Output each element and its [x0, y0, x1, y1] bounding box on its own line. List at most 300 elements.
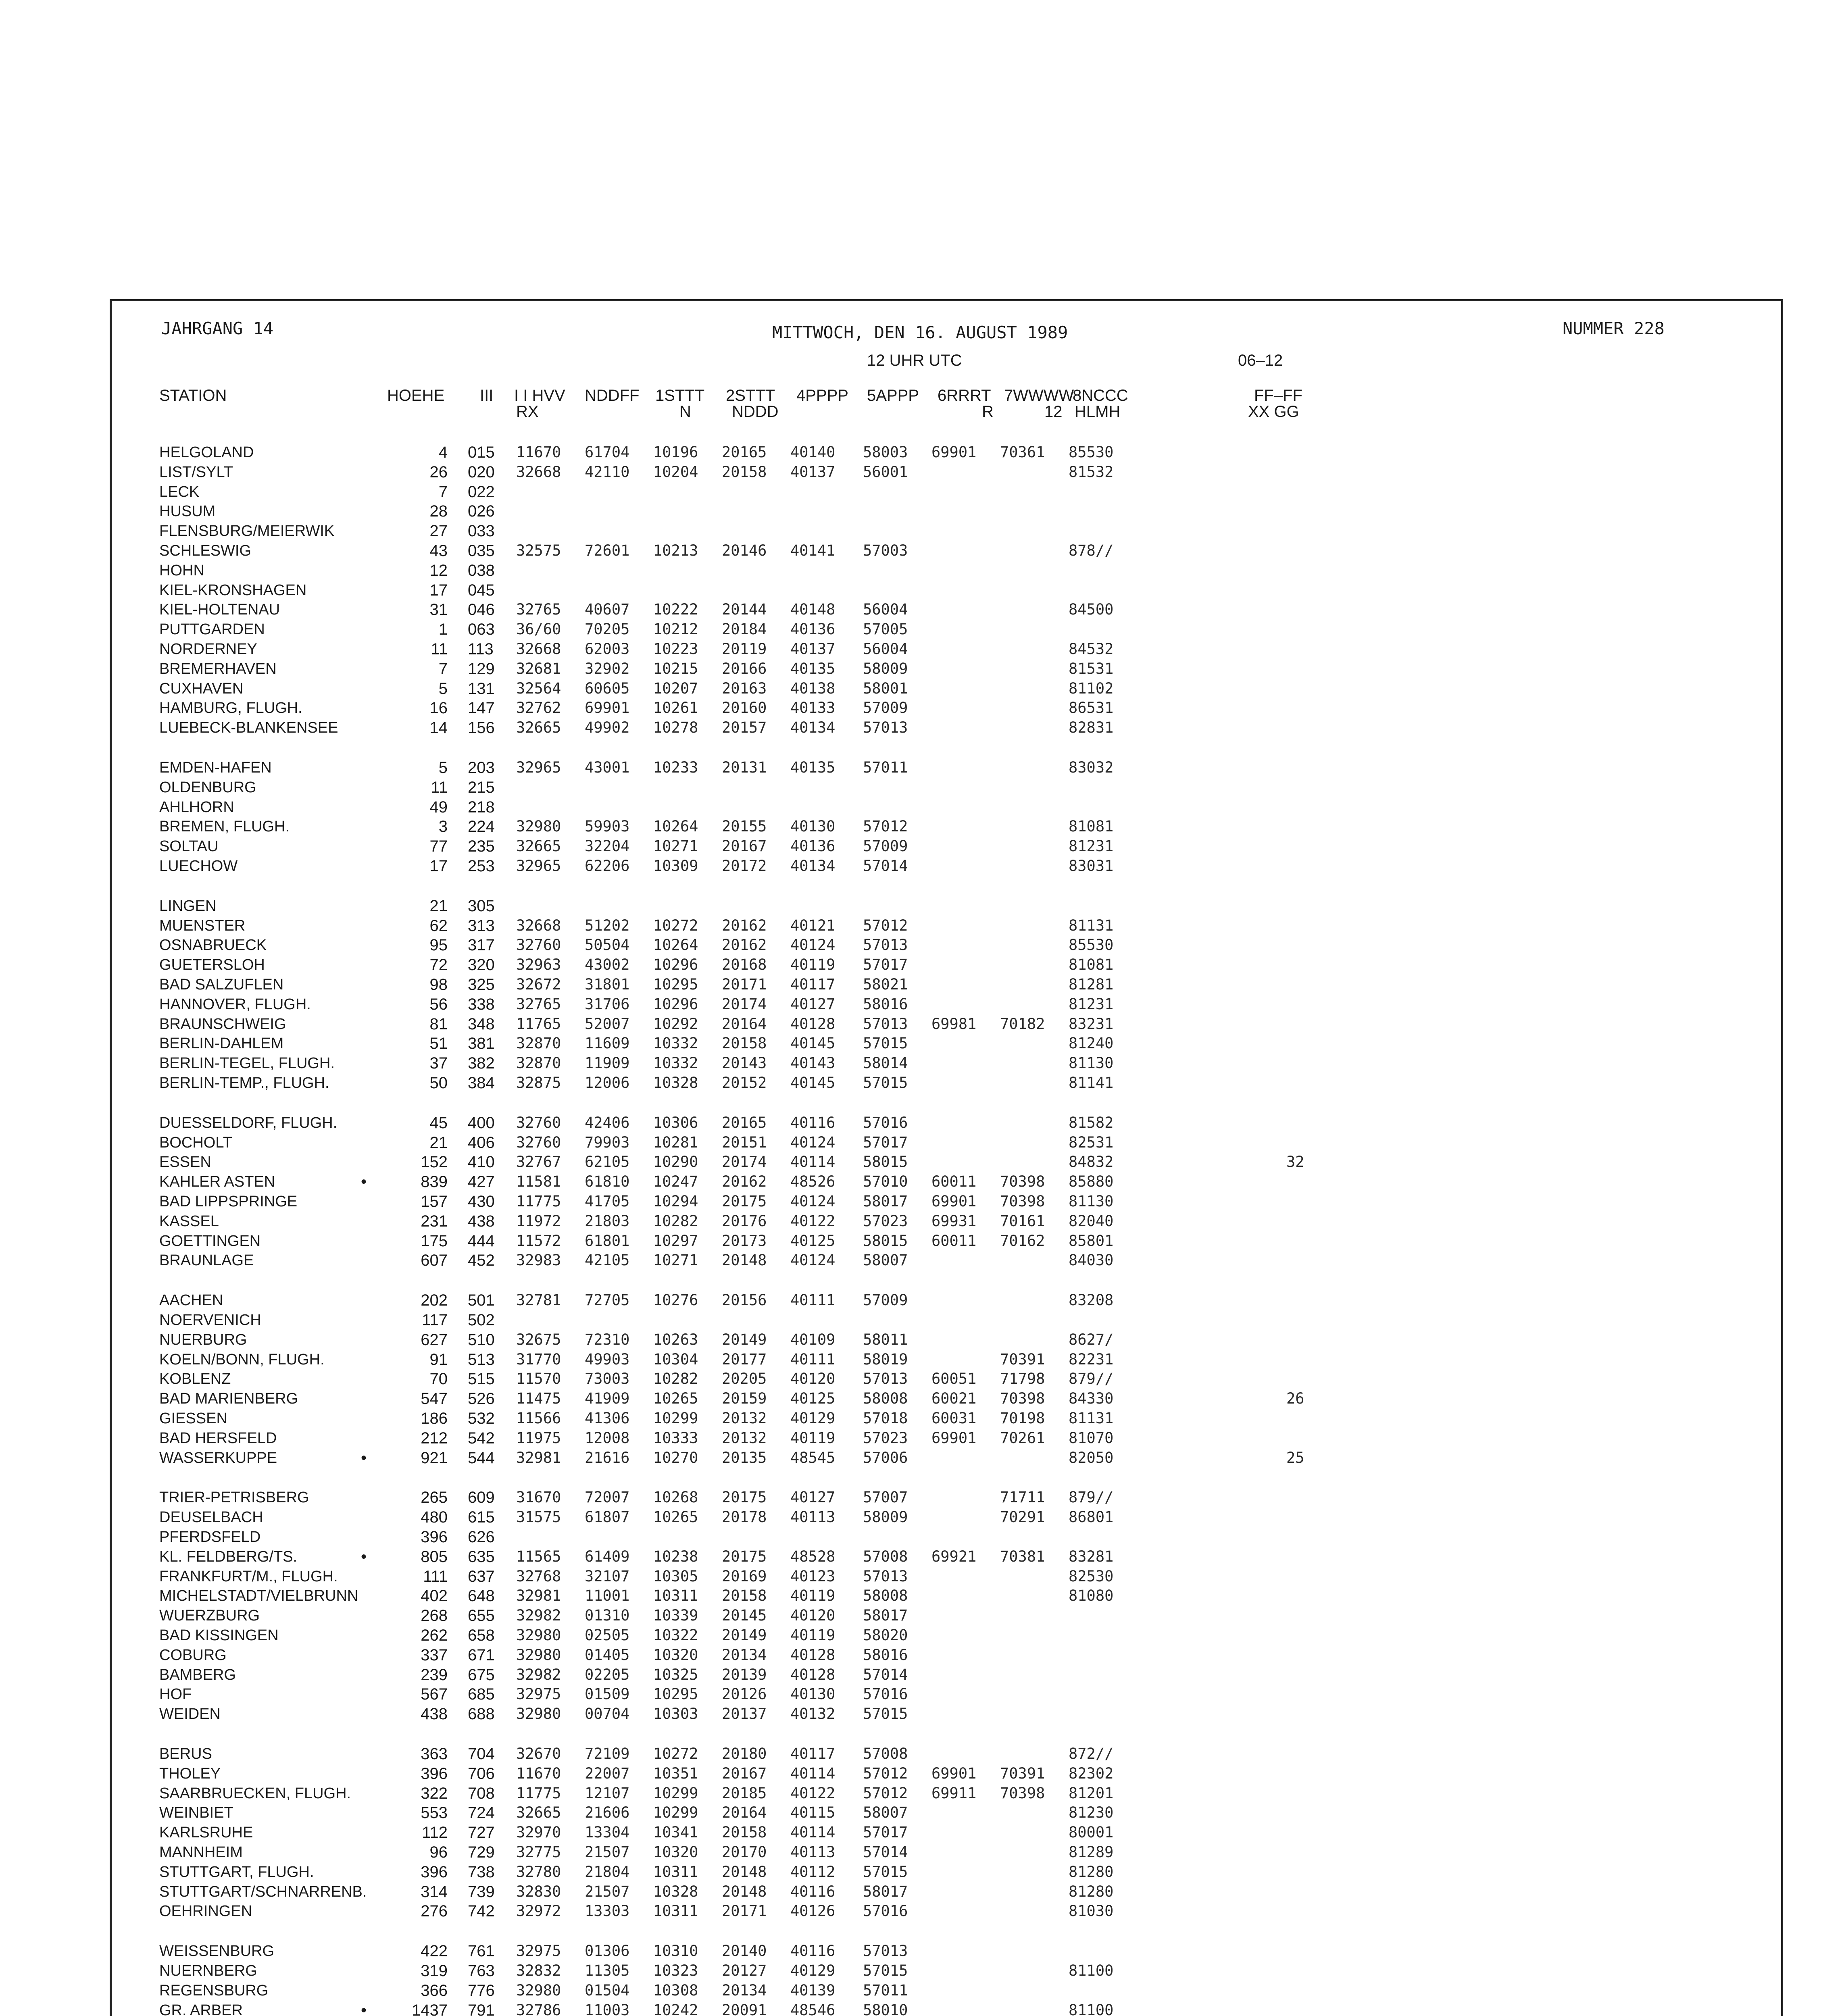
station-number: 727: [468, 1824, 495, 1842]
station-height: 96: [429, 1843, 448, 1861]
station-name: BAD LIPPSPRINGE: [159, 1193, 298, 1210]
station-name: STUTTGART/SCHNARRENB.: [159, 1883, 367, 1900]
group-2sttt: 20158: [722, 463, 767, 481]
group-nddff: 42110: [585, 463, 630, 481]
group-8nccc: 82040: [1069, 1212, 1114, 1230]
group-hvv: 32668: [516, 916, 561, 934]
group-nddff: 72705: [585, 1291, 630, 1309]
group-2sttt: 20134: [722, 1981, 767, 1999]
group-5appp: 58021: [863, 976, 908, 993]
station-number: 020: [468, 463, 495, 481]
group-nddff: 32902: [585, 660, 630, 677]
station-height: 56: [429, 995, 448, 1013]
group-1sttt: 10264: [653, 936, 698, 954]
station-number: 033: [468, 522, 495, 540]
group-1sttt: 10320: [653, 1646, 698, 1664]
station-number: 776: [468, 1981, 495, 1999]
group-1sttt: 10238: [653, 1547, 698, 1565]
group-5appp: 58016: [863, 995, 908, 1013]
station-height: 62: [429, 916, 448, 935]
group-hvv: 32665: [516, 837, 561, 855]
group-1sttt: 10271: [653, 1252, 698, 1269]
group-1sttt: 10272: [653, 1745, 698, 1762]
group-2sttt: 20162: [722, 916, 767, 934]
group-ffgg: 25: [1286, 1449, 1304, 1466]
station-height: 276: [421, 1902, 448, 1920]
station-number: 038: [468, 561, 495, 579]
group-hvv: 32870: [516, 1035, 561, 1052]
group-4pppp: 40128: [790, 1646, 836, 1664]
station-number: 063: [468, 621, 495, 639]
group-nddff: 21507: [585, 1843, 630, 1861]
station-number: 035: [468, 542, 495, 560]
group-1sttt: 10264: [653, 818, 698, 835]
group-nddff: 32204: [585, 837, 630, 855]
mountain-marker: •: [361, 1547, 367, 1566]
group-7wwww: 70291: [1000, 1508, 1045, 1526]
group-nddff: 61810: [585, 1173, 630, 1191]
group-1sttt: 10304: [653, 1350, 698, 1368]
group-4pppp: 40145: [790, 1035, 836, 1052]
group-nddff: 61409: [585, 1547, 630, 1565]
group-4pppp: 40128: [790, 1015, 836, 1033]
station-name: KARLSRUHE: [159, 1824, 253, 1841]
station-number: 147: [468, 699, 495, 717]
group-1sttt: 10299: [653, 1410, 698, 1427]
station-name: LUEBECK-BLANKENSEE: [159, 719, 338, 737]
station-height: 363: [421, 1745, 448, 1763]
station-height: 117: [422, 1311, 448, 1329]
station-height: 98: [429, 976, 448, 993]
group-2sttt: 20162: [722, 936, 767, 954]
group-hvv: 32982: [516, 1607, 561, 1624]
station-number: 382: [468, 1054, 495, 1073]
station-name: HELGOLAND: [159, 444, 254, 461]
group-nddff: 12107: [585, 1784, 630, 1802]
group-nddff: 61704: [585, 444, 630, 461]
station-height: 480: [421, 1508, 448, 1527]
group-5appp: 58009: [863, 1508, 908, 1526]
group-nddff: 12006: [585, 1074, 630, 1091]
group-1sttt: 10299: [653, 1804, 698, 1822]
group-5appp: 57011: [863, 759, 908, 776]
station-number: 675: [468, 1666, 495, 1684]
group-2sttt: 20166: [722, 660, 767, 677]
group-8nccc: 82050: [1069, 1449, 1114, 1466]
group-4pppp: 40123: [790, 1567, 836, 1585]
group-8nccc: 85530: [1069, 444, 1114, 461]
station-number: 724: [468, 1804, 495, 1822]
group-4pppp: 40148: [790, 601, 836, 619]
station-name: OEHRINGEN: [159, 1903, 252, 1920]
group-hvv: 11565: [516, 1547, 561, 1565]
station-number: 203: [468, 759, 495, 777]
group-8nccc: 81281: [1069, 976, 1114, 993]
group-4pppp: 40124: [790, 1193, 836, 1210]
group-5appp: 57015: [863, 1035, 908, 1052]
station-height: 21: [429, 1133, 448, 1152]
group-5appp: 57009: [863, 1291, 908, 1309]
group-5appp: 57017: [863, 1824, 908, 1841]
group-nddff: 02505: [585, 1627, 630, 1644]
group-4pppp: 40130: [790, 818, 836, 835]
group-8nccc: 82831: [1069, 719, 1114, 737]
station-height: 1437: [412, 2001, 448, 2016]
station-height: 212: [421, 1429, 448, 1447]
group-hvv: 32665: [516, 1804, 561, 1822]
group-2sttt: 20152: [722, 1074, 767, 1091]
station-number: 235: [468, 837, 495, 856]
group-hvv: 32975: [516, 1685, 561, 1703]
station-height: 111: [423, 1567, 448, 1585]
station-height: 805: [421, 1547, 448, 1566]
station-name: HANNOVER, FLUGH.: [159, 996, 311, 1013]
group-hvv: 11581: [516, 1173, 561, 1191]
group-4pppp: 40134: [790, 719, 836, 737]
group-5appp: 58008: [863, 1390, 908, 1408]
group-8nccc: 879//: [1069, 1489, 1114, 1506]
group-hvv: 11572: [516, 1232, 561, 1250]
group-1sttt: 10308: [653, 1981, 698, 1999]
group-hvv: 31575: [516, 1508, 561, 1526]
group-nddff: 31801: [585, 976, 630, 993]
group-8nccc: 81280: [1069, 1883, 1114, 1900]
group-2sttt: 20171: [722, 976, 767, 993]
group-8nccc: 85880: [1069, 1173, 1114, 1191]
col-1sttt: 1STTT: [655, 387, 705, 404]
station-height: 337: [421, 1646, 448, 1664]
group-8nccc: 83231: [1069, 1015, 1114, 1033]
group-hvv: 32575: [516, 542, 561, 559]
group-7wwww: 70182: [1000, 1015, 1045, 1033]
station-number: 704: [468, 1745, 495, 1763]
group-8nccc: 81230: [1069, 1804, 1114, 1822]
group-hvv: 32832: [516, 1962, 561, 1979]
group-1sttt: 10333: [653, 1429, 698, 1447]
station-height: 95: [429, 936, 448, 954]
group-2sttt: 20155: [722, 818, 767, 835]
group-2sttt: 20174: [722, 1153, 767, 1171]
station-number: 338: [468, 995, 495, 1013]
group-2sttt: 20177: [722, 1350, 767, 1368]
group-1sttt: 10295: [653, 976, 698, 993]
col-5appp: 5APPP: [867, 387, 919, 404]
group-nddff: 62206: [585, 857, 630, 875]
group-nddff: 11003: [585, 2001, 630, 2016]
group-ffgg: 32: [1286, 1153, 1304, 1171]
station-name: CUXHAVEN: [159, 680, 244, 697]
group-5appp: 58020: [863, 1627, 908, 1644]
station-name: MANNHEIM: [159, 1844, 243, 1861]
station-height: 396: [421, 1528, 448, 1546]
group-1sttt: 10204: [653, 463, 698, 481]
group-7wwww: 70261: [1000, 1429, 1045, 1447]
station-height: 91: [429, 1350, 448, 1368]
group-hvv: 32875: [516, 1074, 561, 1091]
group-1sttt: 10278: [653, 719, 698, 737]
group-8nccc: 80001: [1069, 1824, 1114, 1841]
station-number: 739: [468, 1883, 495, 1901]
station-number: 430: [468, 1193, 495, 1210]
station-height: 50: [429, 1074, 448, 1092]
station-height: 7: [438, 483, 448, 501]
group-8nccc: 81080: [1069, 1587, 1114, 1605]
group-6rrrt: 69981: [931, 1015, 977, 1033]
group-6rrrt: 69901: [931, 1429, 977, 1447]
group-5appp: 57008: [863, 1547, 908, 1565]
station-number: 129: [468, 660, 495, 678]
group-5appp: 58007: [863, 1252, 908, 1269]
station-number: 410: [468, 1153, 495, 1171]
group-8nccc: 85530: [1069, 936, 1114, 954]
station-name: KL. FELDBERG/TS.: [159, 1548, 298, 1565]
group-8nccc: 82531: [1069, 1133, 1114, 1151]
station-number: 706: [468, 1764, 495, 1783]
group-nddff: 60605: [585, 679, 630, 697]
station-number: 515: [468, 1370, 495, 1388]
group-8nccc: 81531: [1069, 660, 1114, 677]
station-number: 384: [468, 1074, 495, 1092]
group-4pppp: 40140: [790, 444, 836, 461]
group-nddff: 22007: [585, 1764, 630, 1782]
group-hvv: 11775: [516, 1784, 561, 1802]
group-nddff: 13304: [585, 1824, 630, 1841]
group-2sttt: 20157: [722, 719, 767, 737]
group-nddff: 01405: [585, 1646, 630, 1664]
group-1sttt: 10339: [653, 1607, 698, 1624]
group-2sttt: 20148: [722, 1252, 767, 1269]
station-height: 157: [421, 1193, 448, 1210]
group-7wwww: 70398: [1000, 1193, 1045, 1210]
volume-label: JAHRGANG 14: [161, 319, 274, 338]
group-nddff: 01310: [585, 1607, 630, 1624]
group-2sttt: 20156: [722, 1291, 767, 1309]
group-hvv: 11670: [516, 1764, 561, 1782]
group-hvv: 11570: [516, 1370, 561, 1388]
station-number: 045: [468, 581, 495, 599]
group-nddff: 31706: [585, 995, 630, 1013]
group-1sttt: 10320: [653, 1843, 698, 1861]
station-height: 4: [438, 444, 448, 461]
group-2sttt: 20149: [722, 1627, 767, 1644]
station-number: 313: [468, 916, 495, 935]
group-1sttt: 10265: [653, 1390, 698, 1408]
group-6rrrt: 69911: [931, 1784, 977, 1802]
group-nddff: 59903: [585, 818, 630, 835]
group-4pppp: 40132: [790, 1705, 836, 1723]
group-hvv: 32981: [516, 1587, 561, 1605]
group-4pppp: 40125: [790, 1232, 836, 1250]
group-hvv: 32765: [516, 601, 561, 619]
group-1sttt: 10299: [653, 1784, 698, 1802]
group-2sttt: 20134: [722, 1646, 767, 1664]
station-name: KASSEL: [159, 1212, 219, 1230]
group-4pppp: 40135: [790, 660, 836, 677]
group-hvv: 32982: [516, 1666, 561, 1683]
station-name: FLENSBURG/MEIERWIK: [159, 523, 335, 540]
group-2sttt: 20146: [722, 542, 767, 559]
group-nddff: 72310: [585, 1331, 630, 1348]
station-number: 348: [468, 1015, 495, 1033]
station-name: BREMEN, FLUGH.: [159, 818, 290, 835]
group-1sttt: 10305: [653, 1567, 698, 1585]
group-4pppp: 40124: [790, 936, 836, 954]
group-4pppp: 40109: [790, 1331, 836, 1348]
group-2sttt: 20119: [722, 640, 767, 658]
group-8nccc: 81070: [1069, 1429, 1114, 1447]
group-nddff: 41909: [585, 1390, 630, 1408]
group-4pppp: 40122: [790, 1784, 836, 1802]
group-8nccc: 81030: [1069, 1902, 1114, 1920]
group-2sttt: 20163: [722, 679, 767, 697]
station-number: 438: [468, 1212, 495, 1230]
group-5appp: 57013: [863, 1942, 908, 1960]
group-hvv: 11975: [516, 1429, 561, 1447]
col-nddff: NDDFF: [585, 387, 640, 404]
group-4pppp: 40117: [790, 1745, 836, 1762]
station-height: 268: [421, 1607, 448, 1625]
group-6rrrt: 69931: [931, 1212, 977, 1230]
group-5appp: 57013: [863, 719, 908, 737]
group-1sttt: 10213: [653, 542, 698, 559]
group-2sttt: 20168: [722, 956, 767, 974]
group-nddff: 62105: [585, 1153, 630, 1171]
group-2sttt: 20162: [722, 1173, 767, 1191]
station-number: 501: [468, 1291, 495, 1310]
station-name: PUTTGARDEN: [159, 621, 265, 638]
group-8nccc: 85801: [1069, 1232, 1114, 1250]
group-7wwww: 70161: [1000, 1212, 1045, 1230]
group-5appp: 57014: [863, 1843, 908, 1861]
station-height: 553: [421, 1804, 448, 1822]
group-hvv: 32970: [516, 1824, 561, 1841]
group-1sttt: 10328: [653, 1883, 698, 1900]
group-nddff: 01306: [585, 1942, 630, 1960]
station-number: 510: [468, 1331, 495, 1349]
col-hoehe: HOEHE: [387, 387, 445, 404]
group-5appp: 58017: [863, 1883, 908, 1900]
station-height: 21: [429, 897, 448, 915]
group-8nccc: 82302: [1069, 1764, 1114, 1782]
group-hvv: 32786: [516, 2001, 561, 2016]
group-1sttt: 10322: [653, 1627, 698, 1644]
station-number: 513: [468, 1350, 495, 1368]
station-height: 366: [421, 1981, 448, 1999]
station-height: 239: [421, 1666, 448, 1684]
group-8nccc: 81240: [1069, 1035, 1114, 1052]
group-5appp: 58001: [863, 679, 908, 697]
group-5appp: 57015: [863, 1074, 908, 1091]
group-6rrrt: 60021: [931, 1390, 977, 1408]
group-1sttt: 10215: [653, 660, 698, 677]
station-name: KIEL-KRONSHAGEN: [159, 581, 307, 599]
station-number: 253: [468, 857, 495, 875]
group-4pppp: 40116: [790, 1114, 836, 1131]
group-7wwww: 70381: [1000, 1547, 1045, 1565]
station-number: 542: [468, 1429, 495, 1447]
group-4pppp: 40114: [790, 1153, 836, 1171]
group-nddff: 72109: [585, 1745, 630, 1762]
group-nddff: 11609: [585, 1035, 630, 1052]
group-hvv: 32668: [516, 463, 561, 481]
station-name: PFERDSFELD: [159, 1529, 261, 1545]
group-7wwww: 70361: [1000, 444, 1045, 461]
group-4pppp: 40135: [790, 759, 836, 776]
group-hvv: 32564: [516, 679, 561, 697]
station-number: 218: [468, 798, 495, 816]
station-height: 5: [438, 759, 448, 777]
group-hvv: 32980: [516, 1981, 561, 1999]
station-number: 526: [468, 1390, 495, 1408]
group-1sttt: 10294: [653, 1193, 698, 1210]
group-5appp: 57016: [863, 1902, 908, 1920]
station-number: 325: [468, 976, 495, 993]
group-nddff: 21507: [585, 1883, 630, 1900]
station-number: 131: [468, 679, 495, 698]
group-4pppp: 40134: [790, 857, 836, 875]
station-number: 658: [468, 1627, 495, 1644]
station-name: OSNABRUECK: [159, 937, 267, 954]
group-2sttt: 20131: [722, 759, 767, 776]
group-2sttt: 20167: [722, 837, 767, 855]
group-2sttt: 20167: [722, 1764, 767, 1782]
group-2sttt: 20139: [722, 1666, 767, 1683]
group-2sttt: 20175: [722, 1193, 767, 1210]
group-8nccc: 81231: [1069, 837, 1114, 855]
group-5appp: 58017: [863, 1193, 908, 1210]
group-4pppp: 40137: [790, 640, 836, 658]
col-8nccc-sub: HLMH: [1075, 403, 1121, 421]
group-1sttt: 10332: [653, 1054, 698, 1072]
group-hvv: 32975: [516, 1942, 561, 1960]
station-name: GUETERSLOH: [159, 956, 265, 974]
station-height: 175: [421, 1232, 448, 1250]
col-ff: FF–FF: [1254, 387, 1302, 404]
group-2sttt: 20172: [722, 857, 767, 875]
group-5appp: 57012: [863, 818, 908, 835]
station-number: 729: [468, 1843, 495, 1861]
group-7wwww: 70398: [1000, 1784, 1045, 1802]
col-6rrrt-sub: R: [982, 403, 994, 421]
group-2sttt: 20170: [722, 1843, 767, 1861]
group-6rrrt: 60031: [931, 1410, 977, 1427]
group-2sttt: 20180: [722, 1745, 767, 1762]
group-8nccc: 81081: [1069, 956, 1114, 974]
station-name: BRAUNLAGE: [159, 1252, 254, 1269]
group-8nccc: 83031: [1069, 857, 1114, 875]
group-2sttt: 20159: [722, 1390, 767, 1408]
group-4pppp: 40113: [790, 1508, 836, 1526]
group-4pppp: 40120: [790, 1607, 836, 1624]
group-nddff: 72601: [585, 542, 630, 559]
group-1sttt: 10341: [653, 1824, 698, 1841]
station-name: LUECHOW: [159, 858, 238, 875]
group-5appp: 58007: [863, 1804, 908, 1822]
station-height: 319: [421, 1962, 448, 1980]
station-number: 544: [468, 1449, 495, 1467]
group-nddff: 21616: [585, 1449, 630, 1466]
group-hvv: 11775: [516, 1193, 561, 1210]
group-8nccc: 81100: [1069, 1962, 1114, 1979]
station-number: 648: [468, 1587, 495, 1605]
station-name: REGENSBURG: [159, 1982, 269, 1999]
group-4pppp: 40145: [790, 1074, 836, 1091]
group-5appp: 57016: [863, 1685, 908, 1703]
group-nddff: 43002: [585, 956, 630, 974]
group-nddff: 61801: [585, 1232, 630, 1250]
station-number: 708: [468, 1784, 495, 1802]
station-height: 547: [421, 1390, 448, 1408]
